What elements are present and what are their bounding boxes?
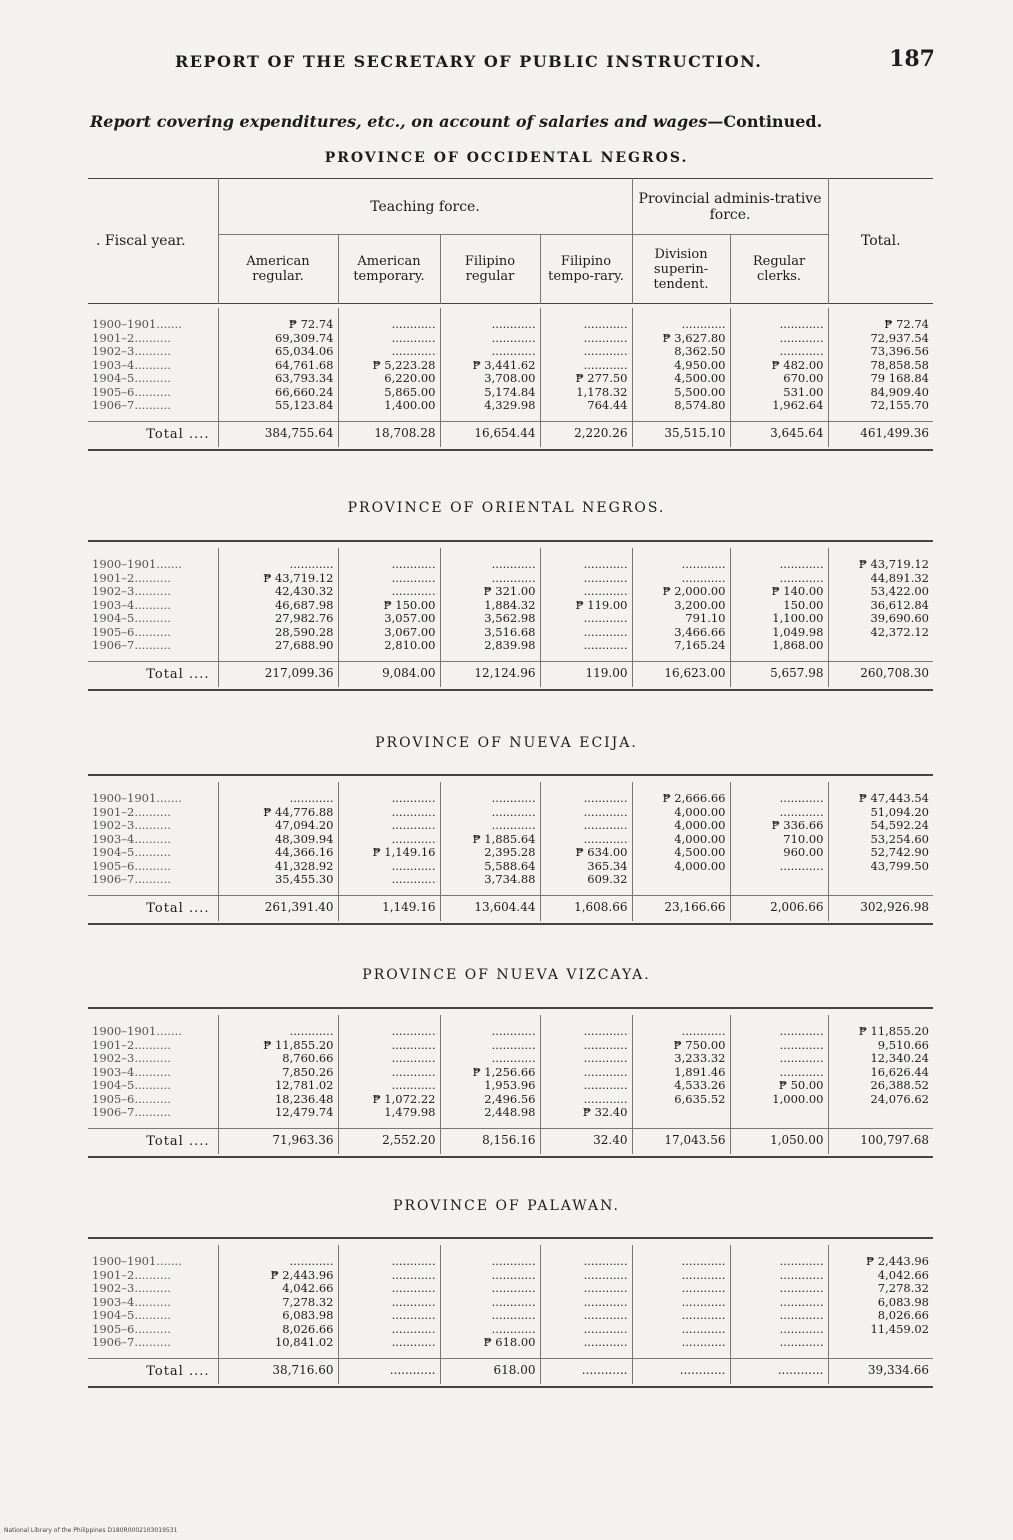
subtitle-text: Report covering expenditures, etc., on account of salaries and wages <box>90 112 708 131</box>
table-top-rule <box>88 1007 933 1009</box>
fiscal-year-list: 1900–1901....... 1901–2.......... 1902–3.......... 1903–4.......... 1904–5.......... 1905–6.......... 1906–7.......... <box>92 1254 182 1349</box>
column-total: 119.00 <box>540 661 632 687</box>
column-values: ............ ............ ₱ 2,000.00 3,200.00 791.10 3,466.66 7,165.24 <box>632 548 730 661</box>
grand-total: 302,926.98 <box>828 895 933 921</box>
column-values: ............ ............ ............ ............ ₱ 50.00 1,000.00 <box>730 1015 828 1128</box>
column-total: ............ <box>540 1358 632 1384</box>
table-rule <box>88 449 933 451</box>
column-total: 1,149.16 <box>338 895 440 921</box>
total-label: Total .... <box>88 1358 218 1384</box>
column-values: ₱ 47,443.54 51,094.20 54,592.24 53,254.60 52,742.90 43,799.50 <box>828 782 933 895</box>
page-number: 187 <box>889 46 935 72</box>
column-total: 384,755.64 <box>218 421 338 447</box>
table-rule <box>88 1386 933 1388</box>
column-total: 2,006.66 <box>730 895 828 921</box>
regular-clerks-header: Regular clerks. <box>730 235 828 304</box>
province-table <box>88 1015 933 1154</box>
fiscal-year-list: 1900–1901....... 1901–2.......... 1902–3.......... 1903–4.......... 1904–5.......... 1905–6.......... 1906–7.......... <box>92 1024 182 1119</box>
fiscal-year-list: 1900–1901....... 1901–2.......... 1902–3.......... 1903–4.......... 1904–5.......... 1905–6.......... 1906–7.......... <box>92 557 182 652</box>
column-values: ............ ₱ 2,443.96 4,042.66 7,278.32 6,083.98 8,026.66 10,841.02 <box>218 1245 338 1358</box>
column-total: 35,515.10 <box>632 421 730 447</box>
division-superintendent-header: Division superin-tendent. <box>632 235 730 304</box>
column-total: 1,608.66 <box>540 895 632 921</box>
province-table <box>88 782 933 921</box>
fiscal-year-list: 1900–1901....... 1901–2.......... 1902–3.......... 1903–4.......... 1904–5.......... 1905–6.......... 1906–7.......... <box>92 791 182 886</box>
province-title: PROVINCE OF NUEVA ECIJA. <box>375 735 638 751</box>
column-total: 2,552.20 <box>338 1128 440 1154</box>
column-values: ............ ₱ 11,855.20 8,760.66 7,850.26 12,781.02 18,236.48 12,479.74 <box>218 1015 338 1128</box>
province-table <box>88 1245 933 1384</box>
column-values: ............ ............ ............ ............ ............ ............ ............ <box>632 1245 730 1358</box>
column-values: ............ ............ ............ ............ ₱ 634.00 365.34 609.32 <box>540 782 632 895</box>
column-values: ............ ............ ₱ 321.00 1,884.32 3,562.98 3,516.68 2,839.98 <box>440 548 540 661</box>
column-header <box>88 178 933 304</box>
province-title: PROVINCE OF ORIENTAL NEGROS. <box>347 500 666 516</box>
column-total: 2,220.26 <box>540 421 632 447</box>
province-title: PROVINCE OF NUEVA VIZCAYA. <box>362 967 651 983</box>
province-table <box>88 308 933 447</box>
column-total: 71,963.36 <box>218 1128 338 1154</box>
column-total: 8,156.16 <box>440 1128 540 1154</box>
column-values: ............ ............ ............ ............ ............ ............ ............ <box>540 1245 632 1358</box>
column-values: ₱ 2,443.96 4,042.66 7,278.32 6,083.98 8,026.66 11,459.02 <box>828 1245 933 1358</box>
column-total: ............ <box>730 1358 828 1384</box>
column-total: 16,623.00 <box>632 661 730 687</box>
page-title: REPORT OF THE SECRETARY OF PUBLIC INSTRUCTION. <box>175 52 763 71</box>
column-values: ₱ 72.74 72,937.54 73,396.56 78,858.58 79 168.84 84,909.40 72,155.70 <box>828 308 933 421</box>
column-total: 16,654.44 <box>440 421 540 447</box>
american-temporary-header: American temporary. <box>338 235 440 304</box>
column-total: ............ <box>632 1358 730 1384</box>
column-values: ₱ 11,855.20 9,510.66 12,340.24 16,626.44 26,388.52 24,076.62 <box>828 1015 933 1128</box>
american-regular-header: American regular. <box>218 235 338 304</box>
fiscal-year-list: 1900–1901....... 1901–2.......... 1902–3.......... 1903–4.......... 1904–5.......... 1905–6.......... 1906–7.......... <box>92 317 182 412</box>
column-values: ............ ............ ............ ............ ............ ₱ 1,072.22 1,479.98 <box>338 1015 440 1128</box>
column-values: ............ ............ ............ ₱ 119.00 ............ ............ ............ <box>540 548 632 661</box>
column-values: ............ ₱ 750.00 3,233.32 1,891.46 4,533.26 6,635.52 <box>632 1015 730 1128</box>
table-rule <box>88 923 933 925</box>
page-header <box>175 46 935 72</box>
column-total: 18,708.28 <box>338 421 440 447</box>
column-total: 217,099.36 <box>218 661 338 687</box>
column-total: 17,043.56 <box>632 1128 730 1154</box>
grand-total: 39,334.66 <box>828 1358 933 1384</box>
province-title: PROVINCE OF OCCIDENTAL NEGROS. <box>324 150 689 166</box>
column-values: ............ ............ ............ ............ ............ ............ ............ <box>338 1245 440 1358</box>
column-values: ............ ............ ............ ₱ 150.00 3,057.00 3,067.00 2,810.00 <box>338 548 440 661</box>
footer-note: National Library of the Philippines D180R0002103019531 <box>4 1527 178 1534</box>
column-values: ............ ₱ 44,776.88 47,094.20 48,309.94 44,366.16 41,328.92 35,455.30 <box>218 782 338 895</box>
grand-total: 461,499.36 <box>828 421 933 447</box>
column-values: ₱ 2,666.66 4,000.00 4,000.00 4,000.00 4,500.00 4,000.00 <box>632 782 730 895</box>
column-total: 38,716.60 <box>218 1358 338 1384</box>
province-table <box>88 548 933 687</box>
grand-total: 260,708.30 <box>828 661 933 687</box>
column-values: ............ ............ ............ ₱ 1,256.66 1,953.96 2,496.56 2,448.98 <box>440 1015 540 1128</box>
total-label: Total .... <box>88 1128 218 1154</box>
table-top-rule <box>88 1237 933 1239</box>
total-label: Total .... <box>88 421 218 447</box>
column-values: ............ ............ ............ ₱ 482.00 670.00 531.00 1,962.64 <box>730 308 828 421</box>
column-values: ............ ............ ............ ₱ 1,885.64 2,395.28 5,588.64 3,734.88 <box>440 782 540 895</box>
fiscal-year-header: . Fiscal year. <box>96 233 186 249</box>
column-values: ............ ............ ............ ₱ 5,223.28 6,220.00 5,865.00 1,400.00 <box>338 308 440 421</box>
column-values: ............ ₱ 43,719.12 42,430.32 46,687.98 27,982.76 28,590.28 27,688.90 <box>218 548 338 661</box>
province-title: PROVINCE OF PALAWAN. <box>393 1198 620 1214</box>
teaching-force-header: Teaching force. <box>218 179 632 235</box>
report-subtitle <box>90 112 822 131</box>
column-total: 261,391.40 <box>218 895 338 921</box>
column-total: ............ <box>338 1358 440 1384</box>
provincial-force-header: Provincial adminis-trative force. <box>632 179 828 235</box>
table-top-rule <box>88 774 933 776</box>
column-values: ............ ............ ............ ............ ₱ 1,149.16 ............ ............ <box>338 782 440 895</box>
filipino-regular-header: Filipino regular <box>440 235 540 304</box>
column-values: ............ ............ ............ ............ ............ ............ ............ <box>730 1245 828 1358</box>
column-values: ............ ............ ............ ............ ............ ............ ₱ 32.40 <box>540 1015 632 1128</box>
column-values: ............ ............ ............ ₱ 3,441.62 3,708.00 5,174.84 4,329.98 <box>440 308 540 421</box>
column-values: ............ ............ ............ ............ ............ ............ ₱ 618.00 <box>440 1245 540 1358</box>
subtitle-continued: —Continued. <box>707 112 823 131</box>
column-total: 12,124.96 <box>440 661 540 687</box>
column-values: ₱ 43,719.12 44,891.32 53,422.00 36,612.84 39,690.60 42,372.12 <box>828 548 933 661</box>
column-values: ............ ₱ 3,627.80 8,362.50 4,950.00 4,500.00 5,500.00 8,574.80 <box>632 308 730 421</box>
column-total: 32.40 <box>540 1128 632 1154</box>
table-rule <box>88 1156 933 1158</box>
column-total: 618.00 <box>440 1358 540 1384</box>
column-total: 1,050.00 <box>730 1128 828 1154</box>
table-top-rule <box>88 540 933 542</box>
column-values: ₱ 72.74 69,309.74 65,034.06 64,761.68 63,793.34 66,660.24 55,123.84 <box>218 308 338 421</box>
grand-total: 100,797.68 <box>828 1128 933 1154</box>
column-total: 5,657.98 <box>730 661 828 687</box>
total-label: Total .... <box>88 661 218 687</box>
column-values: ............ ............ ₱ 140.00 150.00 1,100.00 1,049.98 1,868.00 <box>730 548 828 661</box>
column-values: ............ ............ ₱ 336.66 710.00 960.00 ............ <box>730 782 828 895</box>
column-total: 3,645.64 <box>730 421 828 447</box>
column-total: 9,084.00 <box>338 661 440 687</box>
column-total: 23,166.66 <box>632 895 730 921</box>
column-values: ............ ............ ............ ............ ₱ 277.50 1,178.32 764.44 <box>540 308 632 421</box>
total-label: Total .... <box>88 895 218 921</box>
table-rule <box>88 689 933 691</box>
total-header: Total. <box>828 179 933 304</box>
filipino-temporary-header: Filipino tempo-rary. <box>540 235 632 304</box>
column-total: 13,604.44 <box>440 895 540 921</box>
